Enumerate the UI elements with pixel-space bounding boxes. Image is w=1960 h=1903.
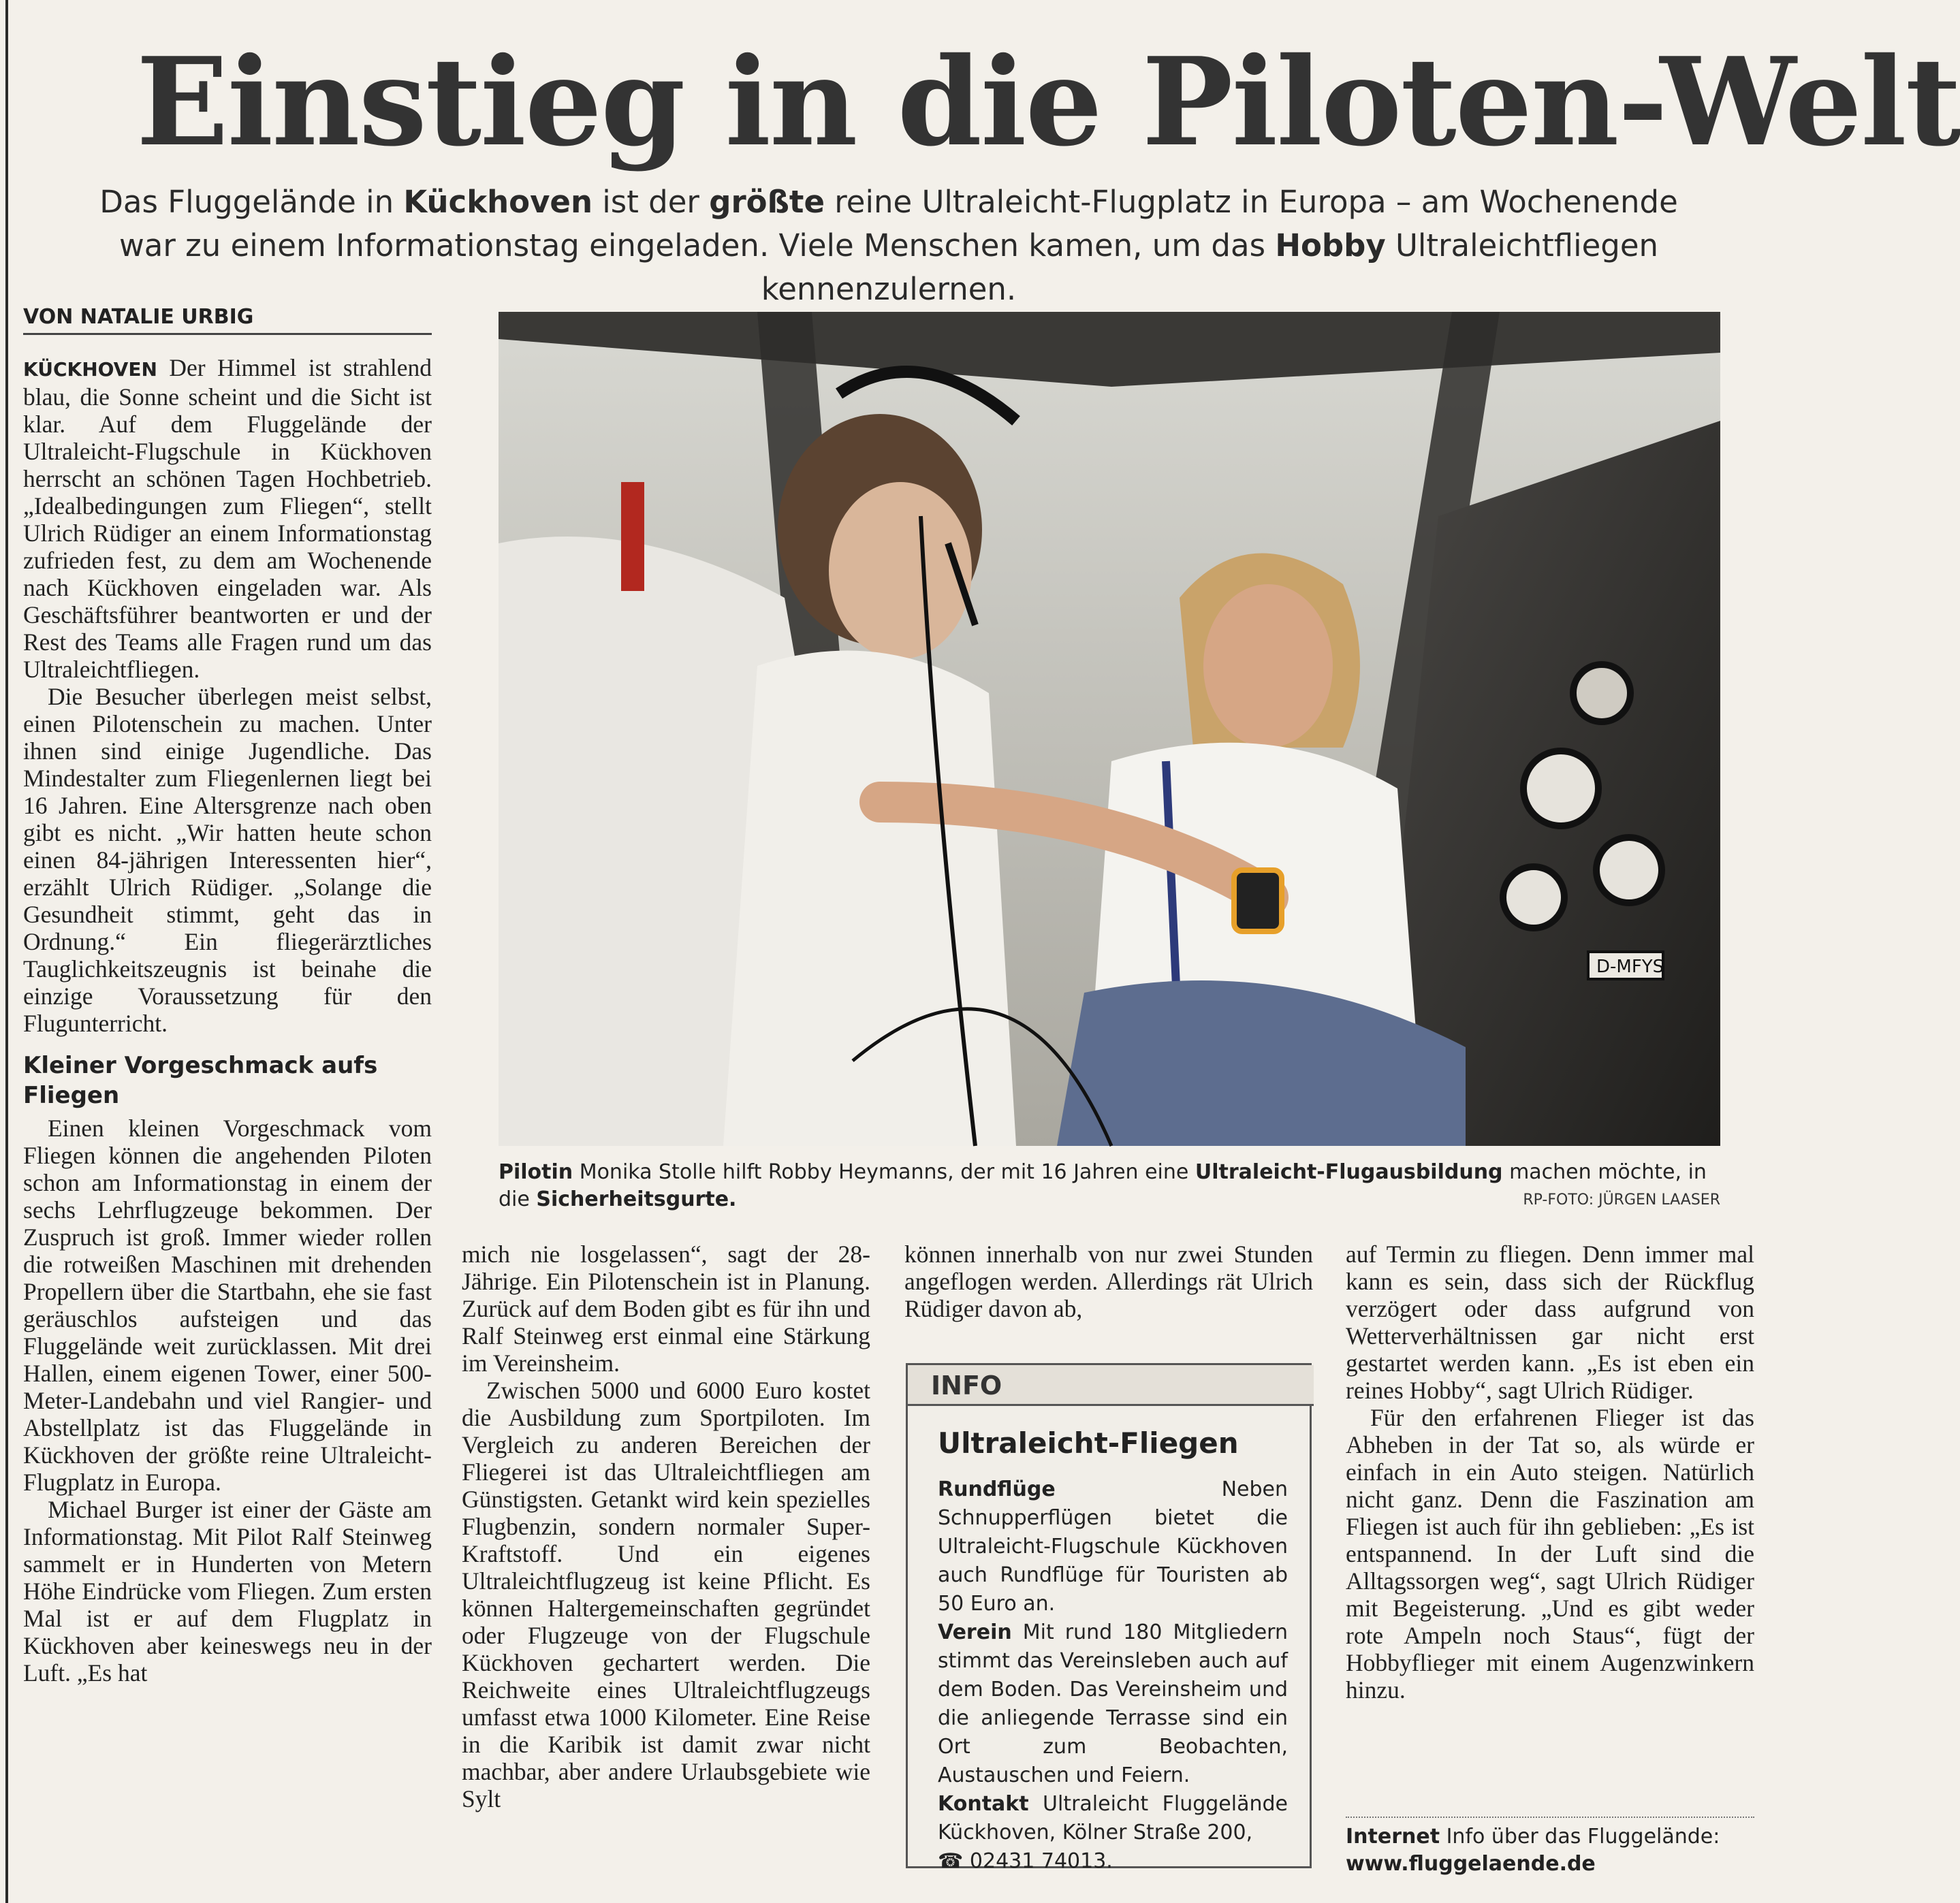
paragraph: auf Termin zu fliegen. Denn immer mal kann es sein, dass sich der Rückflug verzögert oder dass aufgrund von Wetterverhältnissen gar nicht erst gestartet werden kann. „Es ist eben ein reines Hobby“, sagt Ulrich Rüdiger. xyxy=(1346,1241,1754,1404)
headline: Einstieg in die Piloten-Welt xyxy=(136,31,1960,173)
info-label: Rundflüge xyxy=(938,1477,1056,1501)
deck-text: reine Ultraleicht-Flugplatz in Europa – am Wochenende war zu einem Informationstag eingeladen. Viele Menschen kamen, um das xyxy=(118,184,1678,263)
info-body xyxy=(938,1475,1288,1876)
info-title: Ultraleicht-Fliegen xyxy=(938,1426,1239,1460)
deck-bold: Hobby xyxy=(1275,227,1386,263)
info-tag: INFO xyxy=(908,1365,1314,1406)
paragraph: Die Besucher überlegen meist selbst, einen Pilotenschein zu machen. Unter ihnen sind einige Jugendliche. Das Mindestalter zum Fliegenlernen liegt bei 16 Jahren. Eine Altersgrenze nach oben gibt es nicht. „Wir hatten heute schon einen 84-jährigen Interessenten hier“, erzählt Ulrich Rüdiger. „Solange die Gesundheit stimmt, geht das in Ordnung.“ Ein fliegerärztliches Tauglichkeitszeugnis ist beinahe die einzige Voraussetzung für den Flugunterricht. xyxy=(23,683,432,1037)
deck-text: Ultraleichtfliegen kennenzulernen. xyxy=(761,227,1659,307)
info-item xyxy=(938,1790,1288,1847)
paragraph: Michael Burger ist einer der Gäste am Informationstag. Mit Pilot Ralf Steinweg sammelt er in Hunderten von Metern Höhe Eindrücke vom Fliegen. Zum ersten Mal ist er auf dem Flugplatz in Kückhoven aber keineswegs neu in der Luft. „Es hat xyxy=(23,1496,432,1686)
info-box xyxy=(906,1363,1312,1873)
internet-box xyxy=(1346,1817,1754,1878)
info-phone xyxy=(938,1847,1288,1876)
paragraph: mich nie losgelassen“, sagt der 28-Jährige. Ein Pilotenschein ist in Planung. Zurück auf dem Boden gibt es für ihn und Ralf Steinweg erst einmal eine Stärkung im Vereinsheim. xyxy=(462,1241,870,1377)
info-text: Ultraleicht Fluggelände Kückhoven, Kölner Straße 200, xyxy=(938,1792,1288,1844)
paragraph xyxy=(23,354,432,683)
info-item xyxy=(938,1618,1288,1790)
caption-text: Monika Stolle hilft Robby Heymanns, der mit 16 Jahren eine xyxy=(573,1160,1195,1184)
byline: VON NATALIE URBIG xyxy=(23,305,432,335)
paragraph: Einen kleinen Vorgeschmack vom Fliegen können die angehenden Piloten schon am Informationstag in einem der sechs Lehrflugzeuge bekommen. Der Zuspruch ist groß. Immer wieder rollen die rotweißen Maschinen mit drehenden Propellern über die Startbahn, ehe sie fast geräuschlos aufsteigen und das Fluggelände weit zurücklassen. Mit drei Hallen, einem eigenen Tower, einer 500-Meter-Landebahn und viel Rangier- und Abstellplatz ist das Fluggelände in Kückhoven der größte reine Ultraleicht-Flugplatz in Europa. xyxy=(23,1115,432,1496)
cockpit-photo xyxy=(499,312,1720,1146)
info-label: Kontakt xyxy=(938,1792,1029,1816)
internet-text: Info über das Fluggelände: xyxy=(1440,1825,1720,1849)
photo-credit: RP-FOTO: JÜRGEN LAASER xyxy=(1523,1192,1720,1209)
caption-bold: Sicherheitsgurte. xyxy=(536,1187,737,1211)
subheading: Kleiner Vorgeschmack aufs Fliegen xyxy=(23,1052,378,1109)
column-1 xyxy=(23,354,432,1686)
caption-bold: Ultraleicht-Flugausbildung xyxy=(1195,1160,1503,1184)
info-text: Neben Schnupperflügen bietet die Ultraleicht-Flugschule Kückhoven auch Rundflüge für Touristen ab 50 Euro an. xyxy=(938,1477,1288,1616)
internet-link[interactable]: www.fluggelaende.de xyxy=(1346,1852,1596,1876)
info-item xyxy=(938,1475,1288,1618)
caption-bold: Pilotin xyxy=(499,1160,573,1184)
deck-text: ist der xyxy=(592,184,710,220)
photo-illustration xyxy=(499,312,1720,1146)
paragraph: Für den erfahrenen Flieger ist das Abheben in der Tat so, als würde er einfach in ein Auto steigen. Natürlich nicht ganz. Denn die Faszination am Fliegen ist auch für ihn geblieben: „Es ist entspannend. In der Luft sind die Alltagssorgen weg“, sagt Ulrich Rüdiger mit Begeisterung. „Und es gibt weder rote Ampeln noch Staus“, fügt der Hobbyflieger mit einem Augenzwinkern hinzu. xyxy=(1346,1404,1754,1704)
phone-number: 02431 74013. xyxy=(969,1849,1113,1873)
page-edge xyxy=(5,0,8,1903)
deck xyxy=(95,180,1682,311)
paragraph-text: Der Himmel ist strahlend blau, die Sonne scheint und die Sicht ist klar. Auf dem Fluggelände der Ultraleicht-Flugschule in Kückhoven herrscht an schönen Tagen Hochbetrieb. „Idealbedingungen zum Fliegen“, stellt Ulrich Rüdiger an einem Informationstag zufrieden fest, zu dem am Wochenende nach Kückhoven eingeladen war. Als Geschäftsführer beantworten er und der Rest des Teams alle Fragen rund um das Ultraleichtfliegen. xyxy=(23,354,432,683)
phone-icon: ☎ xyxy=(938,1849,970,1873)
info-text: Mit rund 180 Mitgliedern stimmt das Vereinsleben auch auf dem Boden. Das Vereinsheim und die anliegende Terrasse sind ein Ort zum Beobachten, Austauschen und Feiern. xyxy=(938,1620,1288,1787)
caption-text: machen möchte, in die xyxy=(499,1160,1707,1211)
column-3 xyxy=(904,1241,1313,1322)
deck-text: Das Fluggelände in xyxy=(99,184,404,220)
info-label: Verein xyxy=(938,1620,1012,1644)
registration-label: D-MFYS xyxy=(1596,957,1664,977)
column-2 xyxy=(462,1241,870,1812)
internet-label: Internet xyxy=(1346,1825,1440,1849)
dateline: KÜCKHOVEN xyxy=(23,358,157,381)
deck-bold: Kückhoven xyxy=(403,184,592,220)
column-4 xyxy=(1346,1241,1754,1704)
deck-bold: größte xyxy=(709,184,825,220)
paragraph: Zwischen 5000 und 6000 Euro kostet die Ausbildung zum Sportpiloten. Im Vergleich zu anderen Bereichen der Fliegerei ist das Ultraleichtfliegen am Günstigsten. Getankt wird kein spezielles Flugbenzin, sondern normaler Super-Kraftstoff. Und ein eigenes Ultraleichtflugzeug ist keine Pflicht. Es können Haltergemeinschaften gegründet oder Flugzeuge von der Flugschule Kückhoven gechartert werden. Die Reichweite eines Ultraleichtflugzeugs umfasst etwa 1000 Kilometer. Eine Reise in die Karibik ist damit zwar nicht machbar, aber andere Urlaubsgebiete wie Sylt xyxy=(462,1377,870,1812)
paragraph: können innerhalb von nur zwei Stunden angeflogen werden. Allerdings rät Ulrich Rüdiger davon ab, xyxy=(904,1241,1313,1322)
